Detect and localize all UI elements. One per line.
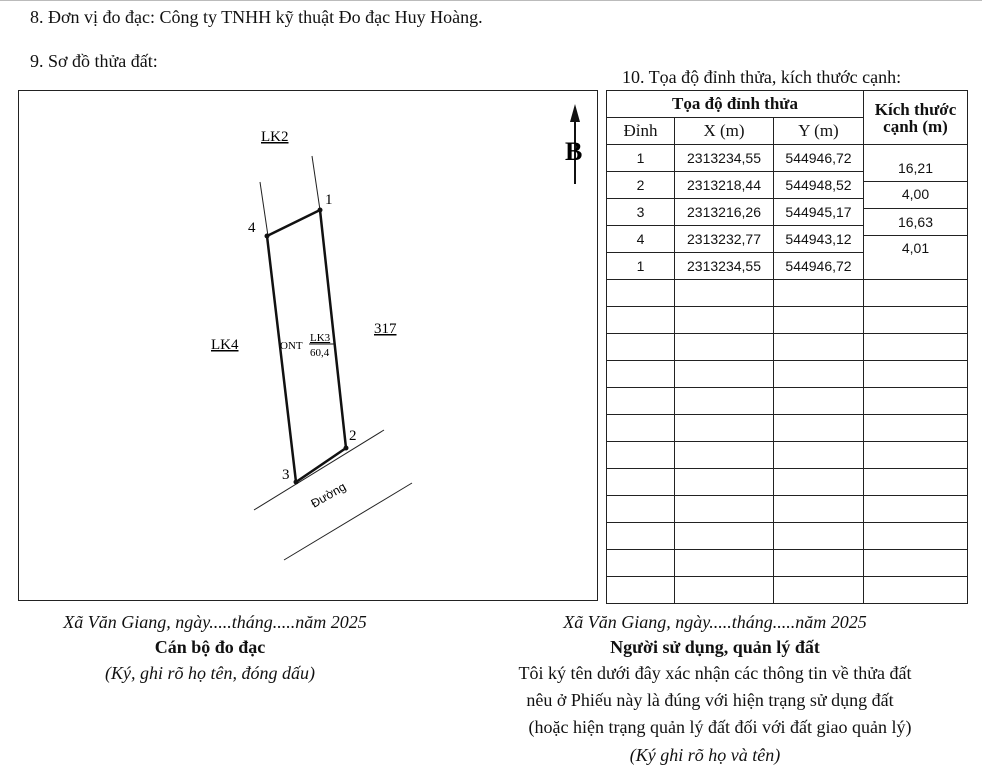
vertex-cell: 1 [607,253,675,280]
vertex-cell: 2 [607,172,675,199]
neighbor-317-label: 317 [374,321,397,337]
road-line-2 [284,483,412,560]
empty-row [607,307,968,334]
header-x: X (m) [675,118,774,145]
vertex-1-label: 1 [325,192,333,208]
table-header-row-1 [607,91,968,118]
left-sign-note: (Ký, ghi rõ họ tên, đóng dấu) [105,663,315,683]
x-cell: 2313234,55 [675,145,774,172]
empty-row [607,361,968,388]
edge-length-1-2: 16,21 [897,160,934,176]
road-label: Đường [308,479,349,511]
right-confirm-line-1: Tôi ký tên dưới đây xác nhận các thông tin về thửa đất [518,663,912,683]
top-rule [0,0,982,1]
right-date-line: Xã Văn Giang, ngày.....tháng.....năm 2025 [563,612,867,632]
vertex-2-label: 2 [349,428,357,444]
x-cell: 2313232,77 [675,226,774,253]
vertex-cell: 1 [607,145,675,172]
x-cell: 2313216,26 [675,199,774,226]
vertex-2-point [344,446,349,451]
vertex-3-label: 3 [282,467,290,483]
empty-row [607,523,968,550]
empty-row [607,496,968,523]
vertex-1-point [318,208,323,213]
north-label: B [565,137,583,166]
edge-divider [864,235,967,236]
parcel-diagram [18,90,598,602]
y-cell: 544946,72 [774,145,864,172]
parcel-area-label: 60,4 [310,347,330,359]
edge-divider [864,208,967,209]
neighbor-lk2-label: LK2 [261,129,289,145]
parcel-boundary [267,210,346,482]
empty-row [607,415,968,442]
edge-length-3-4: 16,63 [897,214,934,230]
parcel-lk3-label: LK3 [310,332,331,344]
header-edge-size: Kích thước cạnh (m) [864,91,968,145]
section-10-title: 10. Tọa độ đỉnh thửa, kích thước cạnh: [622,67,902,87]
boundary-ext-right [312,156,320,210]
diagram-frame [19,91,598,601]
left-role: Cán bộ đo đạc [154,637,266,657]
right-role: Người sử dụng, quản lý đất [610,637,820,657]
empty-row [607,388,968,415]
y-cell: 544943,12 [774,226,864,253]
empty-row [607,334,968,361]
y-cell: 544946,72 [774,253,864,280]
edge-divider [864,181,967,182]
boundary-ext-left [260,182,268,236]
empty-row [607,280,968,307]
y-cell: 544948,52 [774,172,864,199]
section-8-surveyor: 8. Đơn vị đo đạc: Công ty TNHH kỹ thuật Đo đạc Huy Hoàng. [30,7,483,27]
vertex-3-point [294,480,299,485]
vertex-4-point [265,234,270,239]
right-confirm-line-2: nêu ở Phiếu này là đúng với hiện trạng sử dụng đất [526,690,894,710]
land-use-code: ONT [280,340,303,352]
empty-row [607,550,968,577]
edge-length-4-1: 4,01 [901,240,930,256]
neighbor-lk4-label: LK4 [211,337,239,353]
section-9-title: 9. Sơ đồ thửa đất: [30,51,158,71]
right-confirm-line-3: (hoặc hiện trạng quản lý đất đối với đất giao quản lý) [528,717,912,737]
vertex-cell: 4 [607,226,675,253]
vertex-cell: 3 [607,199,675,226]
empty-row [607,469,968,496]
header-vertex: Đỉnh [607,118,675,145]
header-coordinates: Tọa độ đỉnh thửa [607,91,864,118]
y-cell: 544945,17 [774,199,864,226]
header-y: Y (m) [774,118,864,145]
empty-row [607,442,968,469]
x-cell: 2313218,44 [675,172,774,199]
left-date-line: Xã Văn Giang, ngày.....tháng.....năm 2025 [63,612,367,632]
vertex-4-label: 4 [248,220,256,236]
x-cell: 2313234,55 [675,253,774,280]
edge-length-2-3: 4,00 [901,186,930,202]
right-sign-note: (Ký ghi rõ họ và tên) [629,745,781,765]
empty-row [607,577,968,604]
